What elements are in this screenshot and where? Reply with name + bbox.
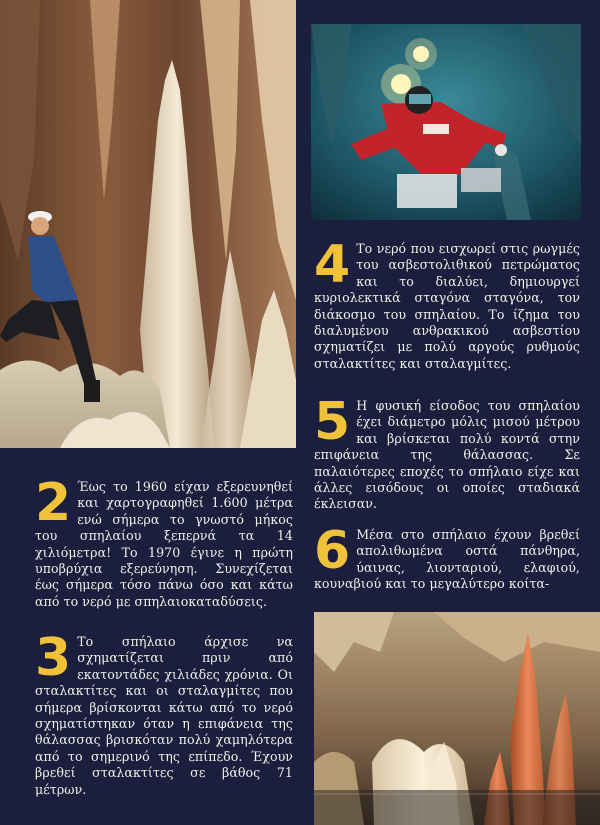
section-4 — [314, 235, 580, 372]
section-text: Το νερό που εισχωρεί στις ρωγμές του ασβεστολιθικού πετρώματος και το διαλύει, δημιουργεί κυριολεκτικά σταγόνα σταγόνα, τον διάκοσμο του σπηλαίου. Το ίζημα του διαλυμένου ανθρακικού ασβεστίου σχηματίζει με πολύ αργούς ρυθμούς σταλακτίτες και σταλαγμίτες. — [314, 241, 580, 371]
section-3 — [35, 628, 293, 798]
section-5 — [314, 392, 580, 513]
section-number: 2 — [35, 473, 72, 533]
section-number: 3 — [35, 628, 72, 688]
section-6 — [314, 521, 580, 593]
section-number: 4 — [314, 235, 351, 295]
stalagmites-photo — [314, 612, 600, 825]
diver-photo — [311, 24, 581, 220]
section-number: 6 — [314, 521, 351, 581]
section-text: Έως το 1960 είχαν εξερευνηθεί και χαρτογραφηθεί 1.600 μέτρα ενώ σήμερα το γνωστό μήκος του σπηλαίου ξεπερνά τα 14 χιλιόμετρα! Το 1970 έγινε η πρώτη υποβρύχια εξερεύνηση. Συνεχίζεται έως σήμερα τόσο πάνω όσο και κάτω από το νερό με σπηλαιοκαταδύσεις. — [35, 479, 293, 609]
section-number: 5 — [314, 392, 351, 452]
cave-explorer-photo — [0, 0, 296, 448]
section-text: Το σπήλαιο άρχισε να σχηματίζεται πριν από εκατοντάδες χιλιάδες χρόνια. Οι σταλακτίτες και οι σταλαγμίτες που σήμερα βρίσκονται κάτω από το νερό σχηματίστηκαν όταν η επιφάνεια της θάλασσας βρισκόταν πολύ χαμηλότερα από το σημερινό της επίπεδο. Έχουν βρεθεί σταλακτίτες σε βάθος 71 μέτρων. — [35, 634, 293, 797]
section-text: Μέσα στο σπήλαιο έχουν βρεθεί απολιθωμένα οστά πάνθηρα, ύαινας, λιονταριού, ελαφιού, κουναβιού και το μεγαλύτερο κοίτα- — [314, 527, 580, 592]
section-text: Η φυσική είσοδος του σπηλαίου έχει διάμετρο μόλις μισού μέτρου και βρίσκεται πολύ κοντά στην επιφάνεια της θάλασσας. Σε παλαιότερες εποχές το σπήλαιο είχε και άλλες εισόδους οι οποίες σταδιακά έκλεισαν. — [314, 398, 580, 512]
section-2 — [35, 473, 293, 610]
